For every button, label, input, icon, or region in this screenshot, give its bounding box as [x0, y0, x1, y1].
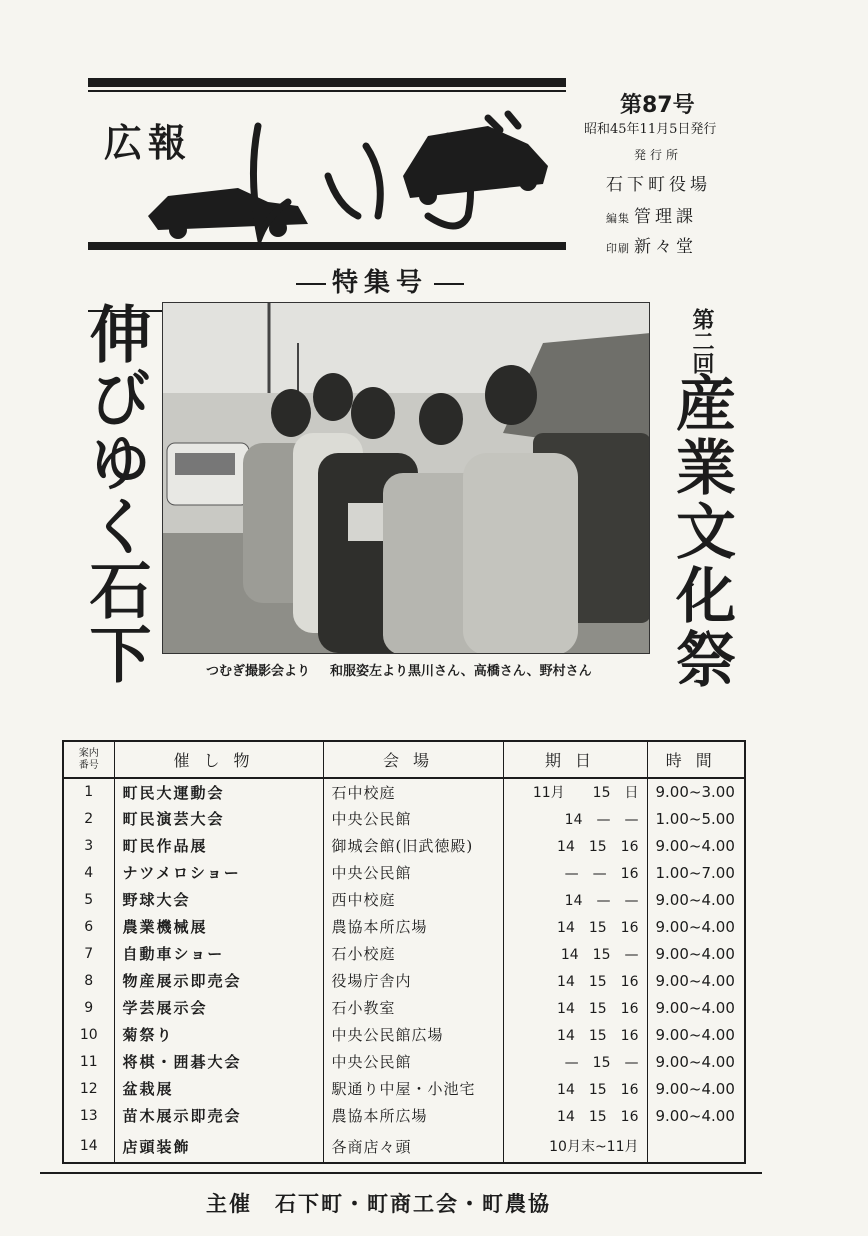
issue-date: 昭和45年11月5日発行 [584, 122, 717, 137]
header-venue: 会場 [323, 742, 503, 778]
row-number: 9 [64, 994, 114, 1021]
bottom-rule [40, 1172, 762, 1174]
table-row [64, 832, 744, 859]
masthead-kohou: 広報 [104, 120, 193, 165]
table-row [64, 1021, 744, 1048]
table-row [64, 1129, 744, 1163]
header-event: 催し物 [114, 742, 323, 778]
row-event: ナツメロショー [114, 859, 323, 886]
table-row [64, 859, 744, 886]
row-event: 菊祭り [114, 1021, 323, 1048]
row-dates: 14 15 16 [503, 1102, 647, 1129]
special-issue-text: 特集号 [332, 268, 429, 298]
row-event: 店頭装飾 [114, 1129, 323, 1163]
row-dates: 14 15 16 [503, 994, 647, 1021]
table-row [64, 805, 744, 832]
row-venue: 中央公民館広場 [323, 1021, 503, 1048]
row-venue: 石中校庭 [323, 778, 503, 805]
row-venue: 中央公民館 [323, 859, 503, 886]
table-row [64, 994, 744, 1021]
row-dates: — 15 — [503, 1048, 647, 1075]
row-event: 農業機械展 [114, 913, 323, 940]
car-illustration-right [403, 126, 548, 205]
row-time [647, 1129, 744, 1163]
row-number: 7 [64, 940, 114, 967]
editor-name: 管理課 [634, 207, 697, 227]
header-dates: 期日 [503, 742, 647, 778]
row-dates: 14 15 16 [503, 832, 647, 859]
row-time: 1.00~5.00 [655, 809, 735, 828]
row-number: 3 [64, 832, 114, 859]
printer-row [606, 232, 697, 257]
issue-number: 第87号 [620, 93, 695, 118]
row-number: 1 [64, 778, 114, 805]
row-venue: 御城会館(旧武徳殿) [323, 832, 503, 859]
dash-left [296, 283, 326, 285]
header-time: 時間 [647, 742, 744, 778]
dash-right [434, 283, 464, 285]
row-venue: 駅通り中屋・小池宅 [323, 1075, 503, 1102]
row-venue: 各商店々頭 [323, 1129, 503, 1163]
headline-right: 産業文化祭 [666, 372, 736, 692]
row-event: 学芸展示会 [114, 994, 323, 1021]
row-event: 盆栽展 [114, 1075, 323, 1102]
table-row [64, 1075, 744, 1102]
masthead [88, 78, 566, 258]
row-time: 9.00~4.00 [655, 1106, 735, 1125]
car-illustration-left [148, 188, 308, 239]
photo-caption [206, 660, 592, 679]
row-time: 9.00~4.00 [655, 1025, 735, 1044]
schedule-table [64, 742, 744, 1163]
row-event: 野球大会 [114, 886, 323, 913]
header-no-line2: 番号 [78, 759, 99, 771]
festival-photo [162, 302, 650, 654]
row-event: 自動車ショー [114, 940, 323, 967]
row-venue: 西中校庭 [323, 886, 503, 913]
caption-right: 和服姿左より黒川さん、高橋さん、野村さん [330, 664, 592, 679]
row-number: 10 [64, 1021, 114, 1048]
masthead-top-rule [88, 78, 566, 87]
row-time: 9.00~4.00 [655, 836, 735, 855]
publisher-name: 石下町役場 [606, 175, 711, 195]
printer-name: 新々堂 [634, 237, 697, 257]
table-row [64, 1048, 744, 1075]
row-dates: 14 — — [503, 886, 647, 913]
row-time: 9.00~4.00 [655, 971, 735, 990]
event-schedule-table [62, 740, 746, 1164]
row-dates: 14 15 16 [503, 967, 647, 994]
row-event: 町民演芸大会 [114, 805, 323, 832]
row-time: 9.00~4.00 [655, 917, 735, 936]
row-event: 町民大運動会 [114, 778, 323, 805]
masthead-logo [148, 106, 568, 256]
sponsor-line: 主催 石下町・町商工会・町農協 [206, 1191, 551, 1216]
row-number: 2 [64, 805, 114, 832]
row-venue: 石小校庭 [323, 940, 503, 967]
headline-right-sub: 第二回 [689, 308, 714, 374]
row-time: 9.00~4.00 [655, 1052, 735, 1071]
row-event: 将棋・囲碁大会 [114, 1048, 323, 1075]
row-number: 4 [64, 859, 114, 886]
row-time: 9.00~3.00 [655, 783, 735, 801]
editor-tag: 編集 [606, 212, 630, 225]
row-number: 8 [64, 967, 114, 994]
row-time: 9.00~4.00 [655, 944, 735, 963]
photo-illustration [163, 303, 650, 654]
row-dates: 11月 15 日 [503, 778, 647, 805]
row-venue: 農協本所広場 [323, 1102, 503, 1129]
row-time: 9.00~4.00 [655, 1079, 735, 1098]
editor-row [606, 202, 697, 227]
row-dates: 14 15 — [503, 940, 647, 967]
printer-tag: 印刷 [606, 242, 630, 255]
row-number: 11 [64, 1048, 114, 1075]
header-no [64, 742, 114, 778]
row-event: 苗木展示即売会 [114, 1102, 323, 1129]
row-venue: 中央公民館 [323, 805, 503, 832]
row-number: 14 [64, 1129, 114, 1163]
row-venue: 農協本所広場 [323, 913, 503, 940]
row-dates: — — 16 [503, 859, 647, 886]
row-time: 1.00~7.00 [655, 863, 735, 882]
row-number: 5 [64, 886, 114, 913]
table-row [64, 778, 744, 805]
row-dates: 14 15 16 [503, 913, 647, 940]
row-venue: 石小教室 [323, 994, 503, 1021]
row-dates: 14 15 16 [503, 1021, 647, 1048]
row-time: 9.00~4.00 [655, 890, 735, 909]
row-venue: 役場庁舎内 [323, 967, 503, 994]
header-no-line1: 案内 [78, 747, 99, 759]
row-time: 9.00~4.00 [655, 998, 735, 1017]
row-dates: 14 15 16 [503, 1075, 647, 1102]
special-issue-label [290, 262, 470, 299]
row-dates: 14 — — [503, 805, 647, 832]
row-dates: 10月末~11月 [503, 1129, 647, 1163]
caption-left: つむぎ撮影会より [206, 664, 311, 679]
headline-left: 伸びゆく石下 [79, 302, 152, 686]
row-number: 12 [64, 1075, 114, 1102]
table-header-row [64, 742, 744, 778]
row-event: 町民作品展 [114, 832, 323, 859]
publisher-label: 発行所 [634, 148, 683, 162]
table-row [64, 940, 744, 967]
table-row [64, 886, 744, 913]
row-number: 13 [64, 1102, 114, 1129]
masthead-thin-rule [88, 90, 566, 92]
row-event: 物産展示即売会 [114, 967, 323, 994]
table-row [64, 913, 744, 940]
table-row [64, 967, 744, 994]
row-venue: 中央公民館 [323, 1048, 503, 1075]
table-row [64, 1102, 744, 1129]
row-number: 6 [64, 913, 114, 940]
masthead-bottom-rule [88, 242, 566, 250]
